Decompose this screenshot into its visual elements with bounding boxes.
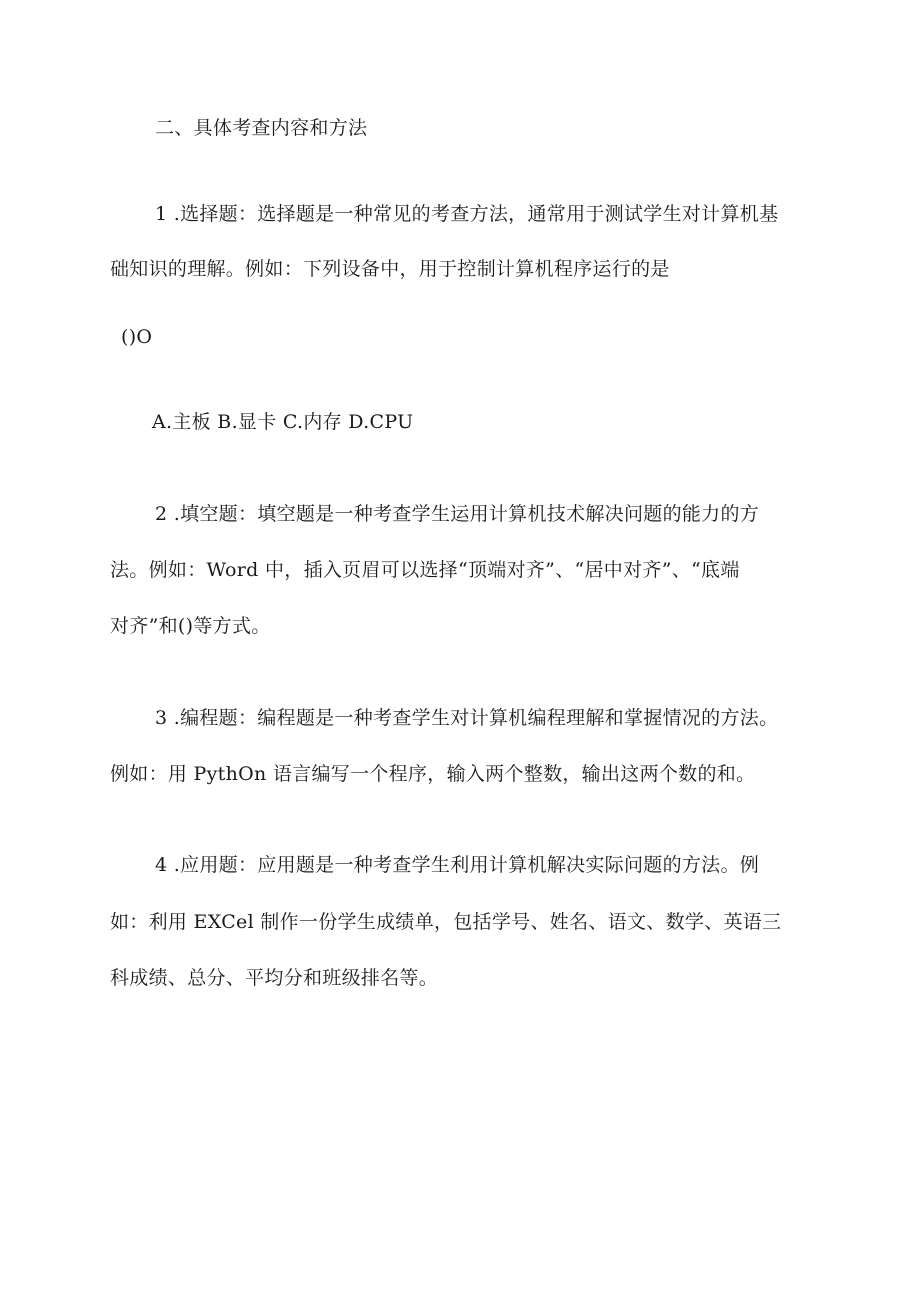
item-1-options: A.主板 B.显卡 C.内存 D.CPU — [152, 411, 414, 433]
item-1-line-1: 1 .选择题：选择题是一种常见的考查方法，通常用于测试学生对计算机基 — [155, 203, 779, 225]
section-heading: 二、具体考查内容和方法 — [155, 117, 368, 139]
item-2-line-1: 2 .填空题：填空题是一种考查学生运用计算机技术解决问题的能力的方 — [155, 503, 760, 525]
item-1-answer-blank: ()O — [121, 326, 153, 348]
item-4-line-2: 如：利用 EXCel 制作一份学生成绩单，包括学号、姓名、语文、数学、英语三 — [110, 911, 782, 933]
item-3-line-2: 例如：用 PythOn 语言编写一个程序，输入两个整数，输出这两个数的和。 — [110, 763, 756, 785]
item-2-line-3: 对齐”和()等方式。 — [110, 615, 271, 637]
item-4-line-1: 4 .应用题：应用题是一种考查学生利用计算机解决实际问题的方法。例 — [155, 854, 760, 876]
item-4-line-3: 科成绩、总分、平均分和班级排名等。 — [110, 967, 439, 989]
item-3-line-1: 3 .编程题：编程题是一种考查学生对计算机编程理解和掌握情况的方法。 — [155, 707, 779, 729]
item-2-line-2: 法。例如：Word 中，插入页眉可以选择“顶端对齐”、“居中对齐”、“底端 — [110, 559, 740, 581]
item-1-line-2: 础知识的理解。例如：下列设备中，用于控制计算机程序运行的是 — [110, 258, 670, 280]
